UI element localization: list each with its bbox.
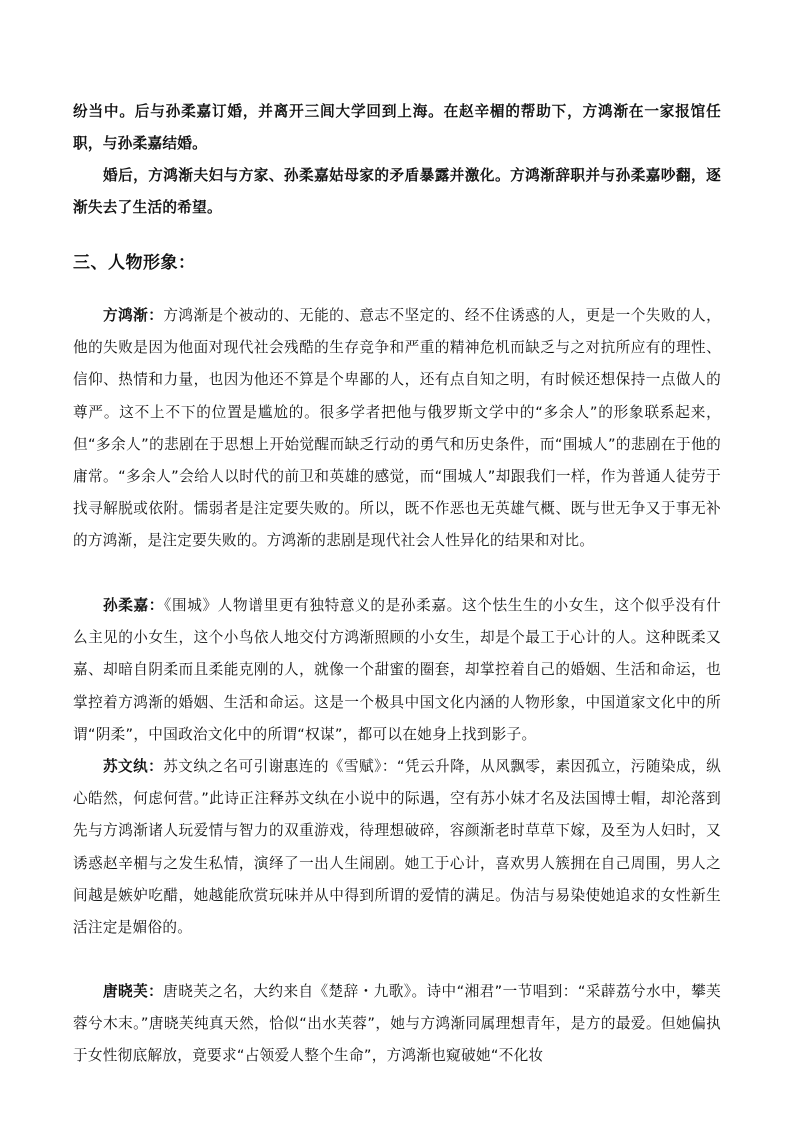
character-paragraph-fang xyxy=(73,300,721,558)
section-heading: 三、人物形象： xyxy=(73,253,196,273)
character-paragraph-sun xyxy=(73,590,721,751)
character-name: 方鸿渐： xyxy=(103,307,164,324)
character-name: 苏文纨： xyxy=(103,758,164,775)
character-name: 孙柔嘉： xyxy=(103,597,165,614)
character-description: 苏文纨之名可引谢惠连的《雪赋》：“凭云升降，从风飘零，素因孤立，污随染成，纵心皓然，何虑何营。”此诗正注释苏文纨在小说中的际遇，空有苏小妹才名及法国博士帽，却沦落到先与方鸿渐诸人玩爱情与智力的双重游戏，待理想破碎，容颜渐老时草草下嫁，及至为人妇时，又诱惑赵辛楣与之发生私情，演绎了一出人生闹剧。她工于心计，喜欢男人簇拥在自己周围，男人之间越是嫉妒吃醋，她越能欣赏玩味并从中得到所谓的爱情的满足。伪洁与易染使她追求的女性新生活注定是媚俗的。 xyxy=(73,758,722,937)
plot-paragraph-1: 纷当中。后与孙柔嘉订婚，并离开三闾大学回到上海。在赵辛楣的帮助下，方鸿渐在一家报馆任职，与孙柔嘉结婚。 xyxy=(73,103,721,153)
plot-paragraph-2: 婚后，方鸿渐夫妇与方家、孙柔嘉姑母家的矛盾暴露并激化。方鸿渐辞职并与孙柔嘉吵翻，逐渐失去了生活的希望。 xyxy=(73,167,721,217)
character-description: 《围城》人物谱里更有独特意义的是孙柔嘉。这个怯生生的小女生，这个似乎没有什么主见的小女生，这个小鸟依人地交付方鸿渐照顾的小女生，却是个最工于心计的人。这种既柔又嘉、却暗自阴柔而且柔能克刚的人，就像一个甜蜜的圈套，却掌控着自己的婚姻、生活和命运，也掌控着方鸿渐的婚姻、生活和命运。这是一个极具中国文化内涵的人物形象，中国道家文化中的所谓“阴柔”，中国政治文化中的所谓“权谋”，都可以在她身上找到影子。 xyxy=(73,597,721,743)
character-paragraph-tang xyxy=(73,976,721,1073)
character-description: 唐晓芙之名，大约来自《楚辞・九歌》。诗中“湘君”一节唱到：“采薜荔兮水中，攀芙蓉兮木末。”唐晓芙纯真天然，恰似“出水芙蓉”，她与方鸿渐同属理想青年，是方的最爱。但她偏执于女性彻底解放，竟要求“占领爱人整个生命”，方鸿渐也窥破她“不化妆 xyxy=(73,983,722,1065)
character-description: 方鸿渐是个被动的、无能的、意志不坚定的、经不住诱惑的人，更是一个失败的人，他的失败是因为他面对现代社会残酷的生存竞争和严重的精神危机而缺乏与之对抗所应有的理性、信仰、热情和力量，也因为他还不算是个卑鄙的人，还有点自知之明，有时候还想保持一点做人的尊严。这不上不下的位置是尴尬的。很多学者把他与俄罗斯文学中的“多余人”的形象联系起来，但“多余人”的悲剧在于思想上开始觉醒而缺乏行动的勇气和历史条件，而“围城人”的悲剧在于他的庸常。“多余人”会给人以时代的前卫和英雄的感觉，而“围城人”却跟我们一样，作为普通人徒劳于找寻解脱或依附。懦弱者是注定要失败的。所以，既不作恶也无英雄气概、既与世无争又于事无补的方鸿渐，是注定要失败的。方鸿渐的悲剧是现代社会人性异化的结果和对比。 xyxy=(73,307,721,550)
character-name: 唐晓芙： xyxy=(103,983,164,1000)
character-paragraph-su xyxy=(73,751,721,944)
